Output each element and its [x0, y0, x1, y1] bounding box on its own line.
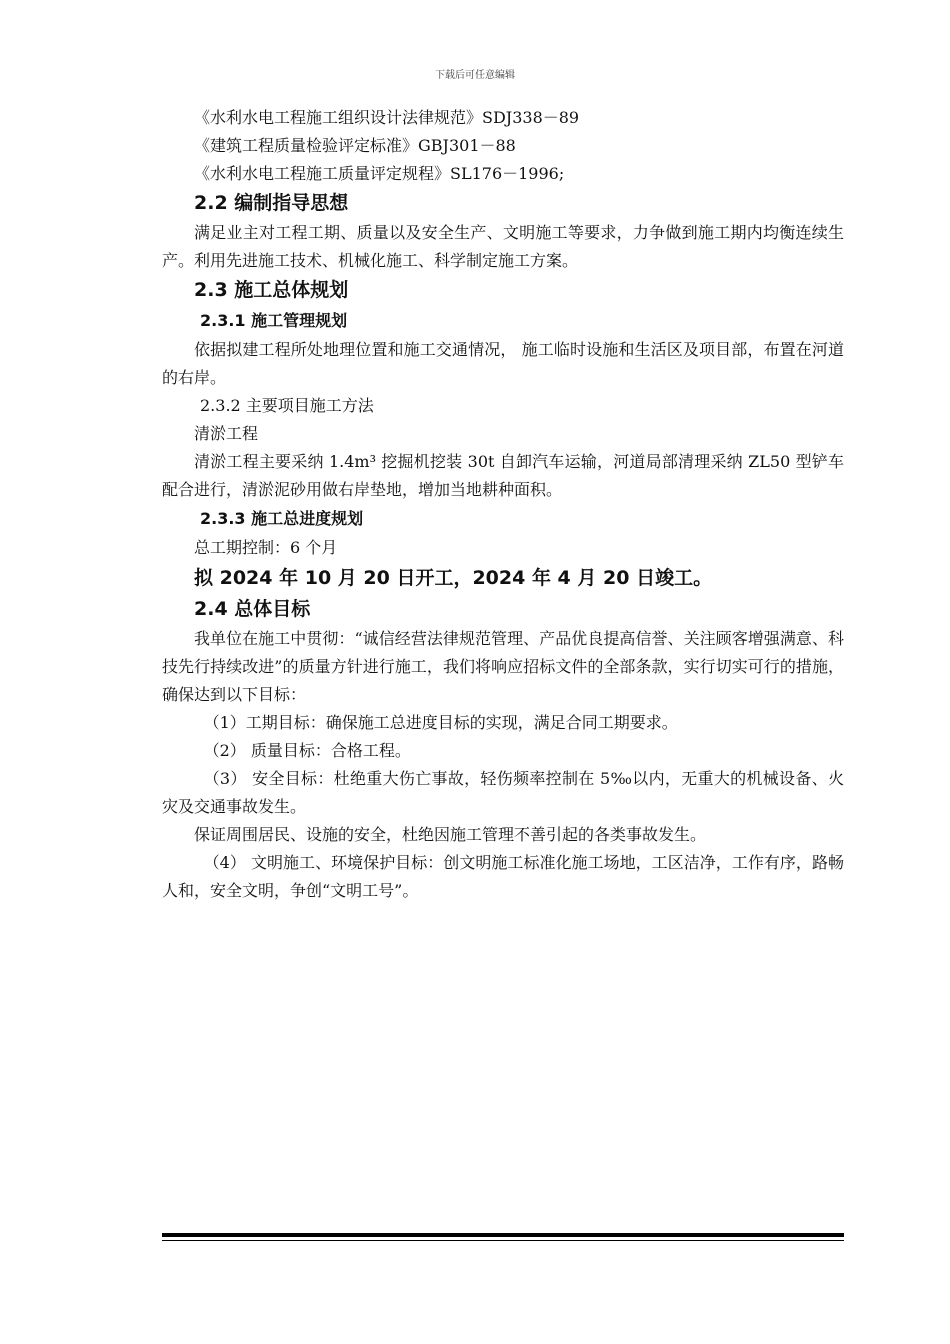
item-label: 清淤工程: [194, 424, 259, 443]
goal-item: （3） 安全目标：杜绝重大伤亡事故，轻伤频率控制在 5‰以内，无重大的机械设备、火灾及交通事故发生。: [162, 769, 844, 816]
footer-rule-thick: [162, 1233, 844, 1237]
paragraph: 依据拟建工程所处地理位置和施工交通情况， 施工临时设施和生活区及项目部，布置在河道的右岸。: [162, 340, 844, 387]
goal-item: （2） 质量目标：合格工程。: [203, 741, 411, 760]
paragraph: 保证周围居民、设施的安全，杜绝因施工管理不善引起的各类事故发生。: [194, 825, 707, 844]
paragraph: 清淤工程主要采纳 1.4m³ 挖掘机挖装 30t 自卸汽车运输，河道局部清理采纳 ZL50 型铲车配合进行，清淤泥砂用做右岸垫地，增加当地耕种面积。: [162, 452, 844, 499]
schedule-line: 拟 2024 年 10 月 20 日开工，2024 年 4 月 20 日竣工。: [194, 567, 713, 589]
reference-item: 《建筑工程质量检验评定标准》GBJ301－88: [194, 136, 516, 155]
page-header: 下载后可任意编辑: [435, 70, 515, 81]
goal-item: （4） 文明施工、环境保护目标：创文明施工标准化施工场地，工区洁净，工作有序，路畅人和，安全文明，争创“文明工号”。: [162, 853, 844, 900]
paragraph: 总工期控制：6 个月: [194, 538, 338, 557]
goal-item: （1）工期目标：确保施工总进度目标的实现，满足合同工期要求。: [203, 713, 678, 732]
footer-rule-thin: [162, 1240, 844, 1241]
section-heading-2-3: 2.3 施工总体规划: [194, 279, 349, 301]
reference-item: 《水利水电工程施工组织设计法律规范》SDJ338－89: [194, 108, 580, 127]
reference-item: 《水利水电工程施工质量评定规程》SL176－1996;: [194, 164, 565, 183]
paragraph: 我单位在施工中贯彻：“诚信经营法律规范管理、产品优良提高信誉、关注顾客增强满意、科技先行持续改进”的质量方针进行施工，我们将响应招标文件的全部条款，实行切实可行的措施，确保达到以下目标：: [162, 629, 844, 704]
subsection-heading-2-3-3: 2.3.3 施工总进度规划: [200, 509, 364, 528]
document-body: [162, 104, 844, 905]
paragraph: 满足业主对工程工期、质量以及安全生产、文明施工等要求，力争做到施工期内均衡连续生产。利用先进施工技术、机械化施工、科学制定施工方案。: [162, 223, 844, 270]
subsection-heading-2-3-1: 2.3.1 施工管理规划: [200, 311, 348, 330]
section-heading-2-4: 2.4 总体目标: [194, 598, 311, 620]
subsection-heading-2-3-2: 2.3.2 主要项目施工方法: [200, 396, 374, 415]
section-heading-2-2: 2.2 编制指导思想: [194, 192, 349, 214]
